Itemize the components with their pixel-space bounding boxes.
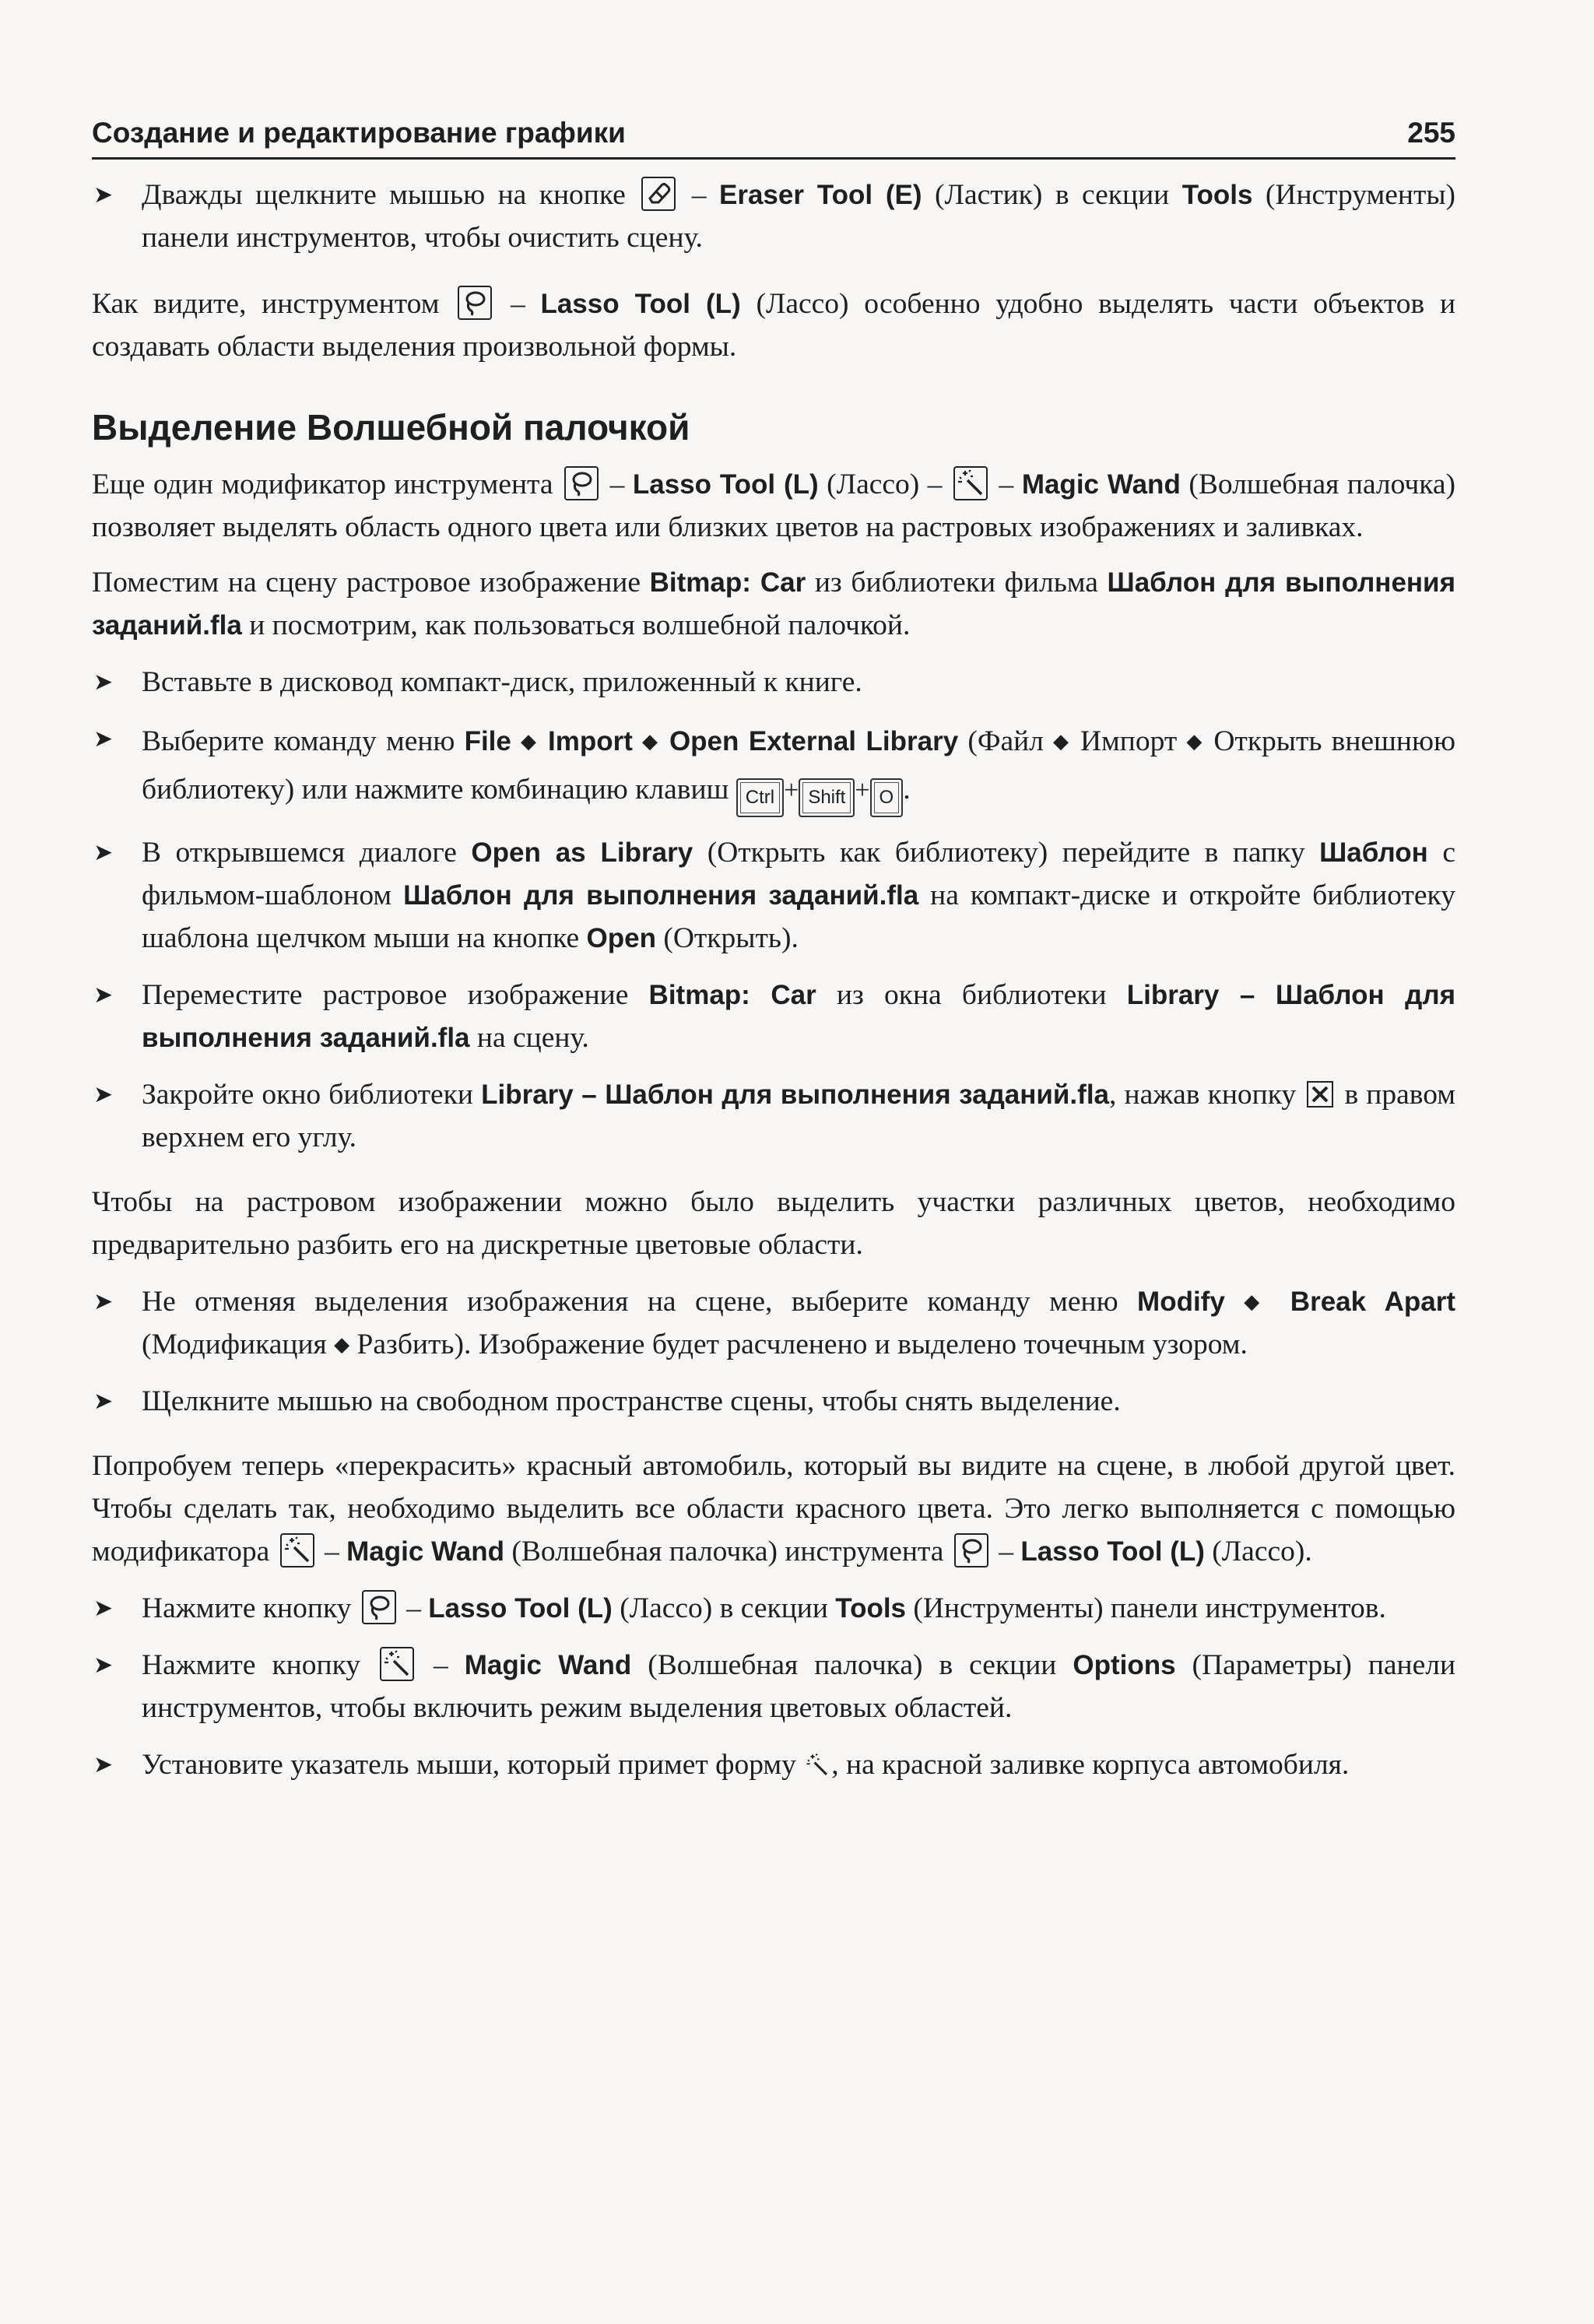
list-item-text: Выберите команду меню File ◆ Import ◆ Open External Library (Файл ◆ Импорт ◆ Открыть внешнюю библиотеку) или нажмите комбинацию клавиш Ctrl + Shift + O . xyxy=(142,718,1455,817)
bullet-marker: ➤ xyxy=(93,1289,114,1315)
paragraph: Как видите, инструментом – Lasso Tool (L) (Лассо) особенно удобно выделять части объектов и создавать области выделения произвольной формы. xyxy=(92,283,1455,368)
bullet-marker: ➤ xyxy=(93,669,114,695)
list-item-text: Нажмите кнопку – Lasso Tool (L) (Лассо) в секции Tools (Инструменты) панели инструментов. xyxy=(142,1587,1455,1630)
list-item-text: Закройте окно библиотеки Library – Шаблон для выполнения заданий.fla, нажав кнопку в правом верхнем его углу. xyxy=(142,1079,1455,1153)
list-item xyxy=(92,1743,1455,1786)
lasso-icon xyxy=(564,466,599,500)
list-item xyxy=(92,1073,1455,1159)
eraser-icon xyxy=(641,177,676,211)
list-item-text: Установите указатель мыши, который примет форму , на красной заливке корпуса автомобиля. xyxy=(142,1749,1350,1781)
list-item-text: Переместите растровое изображение Bitmap: Car из окна библиотеки Library – Шаблон для выполнения заданий.fla на сцену. xyxy=(142,979,1456,1054)
paragraph: Попробуем теперь «перекрасить» красный автомобиль, который вы видите на сцене, в любой другой цвет. Чтобы сделать так, необходимо выделить все области красного цвета. Это легко выполняется с помощью модификатора – Magic Wand (Волшебная палочка) инструмента – Lasso Tool (L) (Лассо). xyxy=(92,1450,1455,1567)
bullet-marker: ➤ xyxy=(93,982,114,1008)
lasso-icon xyxy=(458,286,492,320)
paragraph: Поместим на сцену растровое изображение Bitmap: Car из библиотеки фильма Шаблон для выполнения заданий.fla и посмотрим, как пользоваться волшебной палочкой. xyxy=(92,567,1455,641)
list-item xyxy=(92,974,1455,1059)
shift-key: Shift xyxy=(799,778,855,817)
paragraph: Чтобы на растровом изображении можно было выделить участки различных цветов, необходимо предварительно разбить его на дискретные цветовые области. xyxy=(92,1186,1455,1261)
close-icon xyxy=(1307,1081,1333,1108)
bullet-marker: ➤ xyxy=(93,1652,114,1678)
running-head xyxy=(92,117,1455,160)
list-item xyxy=(92,831,1455,960)
paragraph: Еще один модификатор инструмента – Lasso Tool (L) (Лассо) – – Magic Wand (Волшебная палочка) позволяет выделять область одного цвета или близких цветов на растровых изображениях и заливках. xyxy=(92,463,1455,549)
ctrl-key: Ctrl xyxy=(736,778,784,817)
list-item xyxy=(92,174,1455,259)
bullet-marker: ➤ xyxy=(93,840,114,865)
page-content xyxy=(92,174,1455,1786)
o-key: O xyxy=(870,778,904,817)
list-item-text: Не отменяя выделения изображения на сцене, выберите команду меню Modify ◆ Break Apart (Модификация ◆ Разбить). Изображение будет расчленено и выделено точечным узором. xyxy=(142,1286,1455,1360)
list-item xyxy=(92,1380,1455,1423)
bullet-marker: ➤ xyxy=(93,1082,114,1108)
chapter-title: Создание и редактирование графики xyxy=(92,117,626,149)
bullet-marker: ➤ xyxy=(93,1752,114,1778)
list-item-text: В открывшемся диалоге Open as Library (Открыть как библиотеку) перейдите в папку Шаблон с фильмом-шаблоном Шаблон для выполнения заданий.fla на компакт-диске и откройте библиотеку шаблона щелчком мыши на кнопке Open (Открыть). xyxy=(142,837,1455,954)
bullet-marker: ➤ xyxy=(93,1388,114,1414)
list-item-text: Щелкните мышью на свободном пространстве сцены, чтобы снять выделение. xyxy=(142,1385,1121,1417)
lasso-icon xyxy=(362,1590,396,1624)
list-item xyxy=(92,661,1455,704)
list-item xyxy=(92,1280,1455,1366)
bullet-marker: ➤ xyxy=(93,726,114,752)
list-item xyxy=(92,1644,1455,1729)
magic-wand-cursor-icon xyxy=(803,1752,831,1778)
magic-wand-icon xyxy=(953,466,988,500)
section-title: Выделение Волшебной палочкой xyxy=(92,407,690,448)
document-page xyxy=(92,117,1455,1786)
magic-wand-icon xyxy=(380,1647,414,1681)
list-item-text: Нажмите кнопку – Magic Wand (Волшебная палочка) в секции Options (Параметры) панели инструментов, чтобы включить режим выделения цветовых областей. xyxy=(142,1644,1455,1729)
list-item-text: Дважды щелкните мышью на кнопке – Eraser Tool (E) (Ластик) в секции Tools (Инструменты) панели инструментов, чтобы очистить сцену. xyxy=(142,174,1455,259)
magic-wand-icon xyxy=(280,1533,314,1567)
page-number: 255 xyxy=(1407,117,1455,149)
list-item xyxy=(92,1587,1455,1630)
lasso-icon xyxy=(954,1533,988,1567)
bullet-marker: ➤ xyxy=(93,182,114,208)
list-item-text: Вставьте в дисковод компакт-диск, приложенный к книге. xyxy=(142,666,862,698)
list-item xyxy=(92,718,1455,817)
bullet-marker: ➤ xyxy=(93,1596,114,1621)
